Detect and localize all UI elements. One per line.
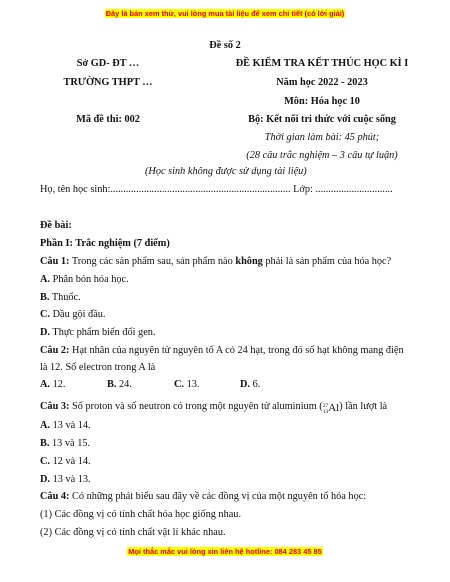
question-2-option-a: [40, 379, 65, 390]
question-2-text: Hạt nhân của nguyên tử nguyên tố A có 24 hạt, trong đó số hạt không mang điện: [69, 345, 404, 356]
option-text: 12.: [50, 379, 66, 390]
question-3: [40, 401, 387, 415]
no-materials-note: (Học sinh không được sử dụng tài liệu): [145, 166, 307, 177]
part1-heading: Phần I: Trắc nghiệm (7 điểm): [40, 238, 170, 249]
question-1-option-a: [40, 274, 129, 285]
subject: Môn: Hóa học 10: [284, 96, 360, 107]
hotline-banner: [0, 547, 450, 556]
question-2-option-d: [240, 379, 260, 390]
preview-banner-text: Đây là bản xem thử, vui lòng mua tài liệu để xem chi tiết (có lời giải): [105, 9, 345, 18]
aluminium-isotope-notation: [323, 402, 340, 415]
school-name: TRƯỜNG THPT …: [63, 77, 153, 88]
option-letter: C.: [40, 456, 51, 467]
question-2-text-cont: là 12. Số electron trong A là: [40, 362, 156, 373]
exam-code: Mã đề thi: 002: [76, 114, 140, 125]
option-text: 13.: [184, 379, 200, 390]
option-text: 13 và 15.: [49, 438, 91, 449]
question-3-option-d: [40, 474, 91, 485]
question-3-option-b: [40, 438, 90, 449]
question-3-option-a: [40, 420, 91, 431]
option-text: 13 và 13.: [50, 474, 91, 485]
question-3-label: Câu 3:: [40, 401, 70, 412]
option-letter: D.: [40, 327, 51, 338]
option-letter: B.: [107, 379, 117, 390]
option-text: 12 và 14.: [50, 456, 91, 467]
question-1-option-d: [40, 327, 156, 338]
exam-title: ĐỀ KIỂM TRA KẾT THÚC HỌC KÌ I: [235, 58, 409, 69]
option-text: Thuốc.: [49, 292, 81, 303]
option-text: 13 và 14.: [50, 420, 91, 431]
textbook-series: Bộ: Kết nối tri thức với cuộc sống: [248, 114, 396, 125]
question-2: [40, 345, 404, 356]
question-4: [40, 491, 366, 502]
preview-banner: [0, 9, 450, 18]
option-letter: A.: [40, 379, 51, 390]
question-1-option-c: [40, 309, 106, 320]
option-text: Dầu gội đầu.: [50, 309, 106, 320]
exam-number: Đề số 2: [209, 40, 241, 51]
question-2-label: Câu 2:: [40, 345, 70, 356]
school-year: Năm học 2022 - 2023: [276, 77, 368, 88]
question-3-text: Số proton và số neutron có trong một nguyên tử aluminium (: [69, 401, 323, 412]
exam-heading: Đề bài:: [40, 220, 72, 231]
question-1-option-b: [40, 292, 81, 303]
option-letter: C.: [174, 379, 185, 390]
option-text: Phân bón hóa học.: [50, 274, 129, 285]
time-limit: Thời gian làm bài: 45 phút;: [264, 132, 380, 143]
option-text: 6.: [250, 379, 261, 390]
option-letter: A.: [40, 274, 51, 285]
question-2-option-c: [174, 379, 199, 390]
question-count: (28 câu trắc nghiệm – 3 câu tự luận): [246, 150, 398, 161]
hotline-banner-text: Mọi thắc mắc vui lòng xin liên hệ hotline: 084 283 45 85: [128, 547, 322, 556]
question-4-statement-2: (2) Các đồng vị có tính chất vật lí khác nhau.: [40, 527, 226, 538]
question-2-option-b: [107, 379, 132, 390]
option-letter: D.: [40, 474, 51, 485]
question-1: [40, 256, 391, 267]
option-letter: B.: [40, 292, 50, 303]
element-symbol: Al: [328, 402, 340, 414]
mass-number: 27: [322, 402, 329, 409]
question-1-text-end: phải là sản phẩm của hóa học?: [262, 256, 392, 267]
question-1-emphasis: không: [235, 256, 263, 267]
department-name: Sở GD- ĐT …: [76, 58, 140, 69]
option-letter: A.: [40, 420, 51, 431]
question-4-statement-1: (1) Các đồng vị có tính chất hóa học giống nhau.: [40, 509, 242, 520]
question-1-text: Trong các sản phẩm sau, sản phẩm nào: [69, 256, 236, 267]
option-text: 24.: [116, 379, 132, 390]
student-info-line: Họ, tên học sinh:...................................................................... Lớp: ..............................: [40, 184, 393, 195]
question-3-option-c: [40, 456, 91, 467]
question-4-text: Có những phát biểu sau đây về các đồng vị của một nguyên tố hóa học:: [69, 491, 367, 502]
question-1-label: Câu 1:: [40, 256, 70, 267]
atomic-number: 13: [322, 408, 329, 415]
option-letter: B.: [40, 438, 50, 449]
option-text: Thực phẩm biến đổi gen.: [50, 327, 156, 338]
option-letter: D.: [240, 379, 251, 390]
question-4-label: Câu 4:: [40, 491, 70, 502]
option-letter: C.: [40, 309, 51, 320]
question-3-text-end: ) lần lượt là: [339, 401, 388, 412]
